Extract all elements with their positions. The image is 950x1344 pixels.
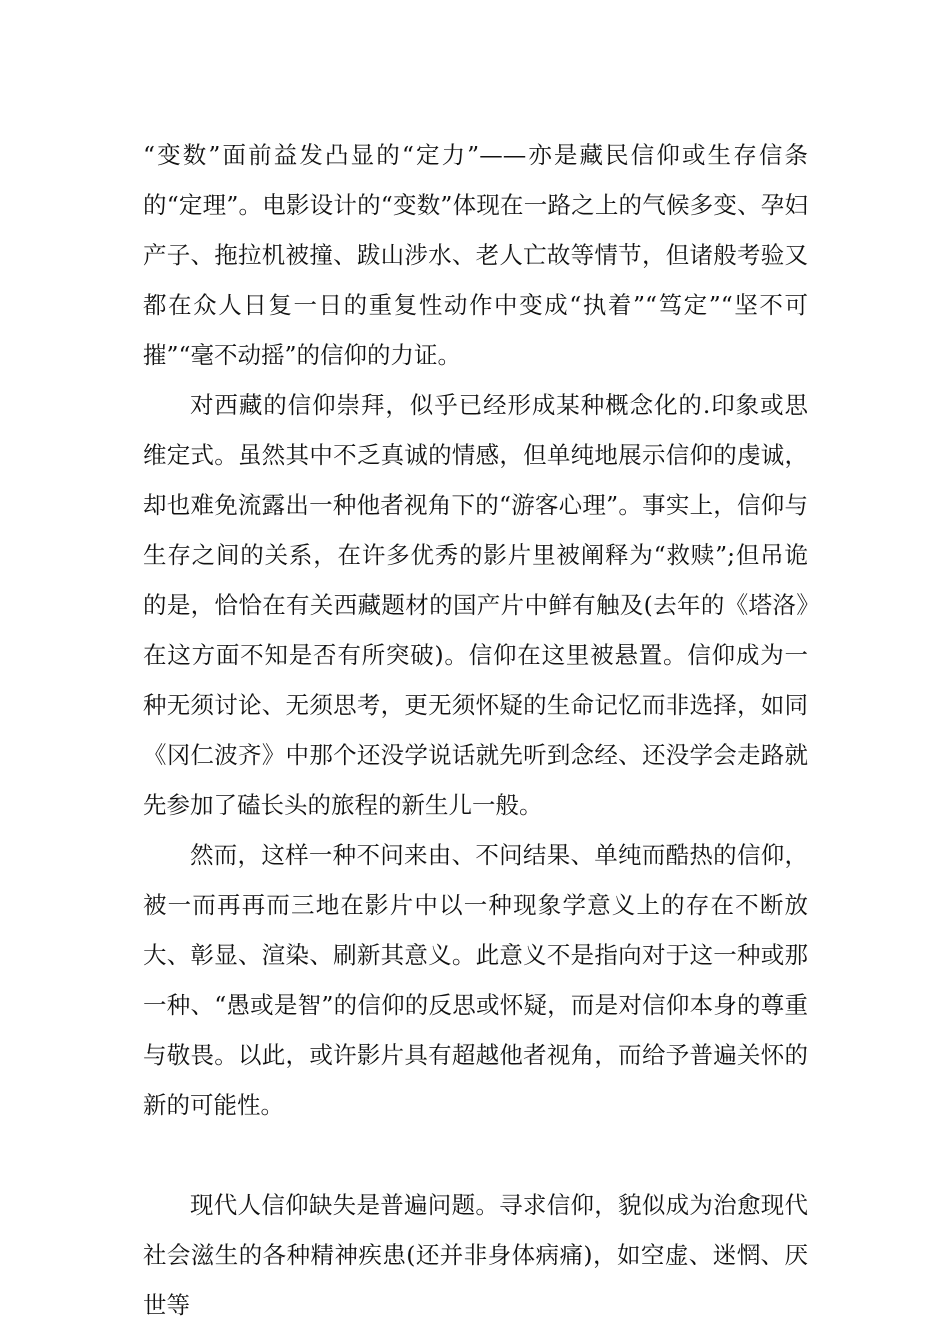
- paragraph-however: 然而，这样一种不问来由、不问结果、单纯而酷热的信仰，被一而再再而三地在影片中以一种现象学意义上的存在不断放大、彰显、渲染、刷新其意义。此意义不是指向对于这一种或那一种、“愚或是智”的信仰的反思或怀疑，而是对信仰本身的尊重与敬畏。以此，或许影片具有超越他者视角，而给予普遍关怀的新的可能性。: [143, 841, 808, 1119]
- paragraph-tibet-belief: 对西藏的信仰崇拜，似乎已经形成某种概念化的.印象或思维定式。虽然其中不乏真诚的情感，但单纯地展示信仰的虔诚，却也难免流露出一种他者视角下的“游客心理”。事实上，信仰与生存之间的关系，在许多优秀的影片里被阐释为“救赎”;但吊诡的是，恰恰在有关西藏题材的国产片中鲜有触及(去年的《塔洛》在这方面不知是否有所突破)。信仰在这里被悬置。信仰成为一种无须讨论、无须思考，更无须怀疑的生命记忆而非选择，如同《冈仁波齐》中那个还没学说话就先听到念经、还没学会走路就先参加了磕长头的旅程的新生儿一般。: [143, 391, 808, 819]
- paragraph-modern-people: 现代人信仰缺失是普遍问题。寻求信仰，貌似成为治愈现代社会滋生的各种精神疾患(还并非身体病痛)，如空虚、迷惘、厌世等: [143, 1191, 808, 1319]
- section-gap: [143, 1130, 808, 1180]
- paragraph-continuation: “变数”面前益发凸显的“定力”——亦是藏民信仰或生存信条的“定理”。电影设计的“变数”体现在一路之上的气候多变、孕妇产子、拖拉机被撞、跋山涉水、老人亡故等情节，但诸般考验又都在众人日复一日的重复性动作中变成“执着”“笃定”“坚不可摧”“毫不动摇”的信仰的力证。: [143, 141, 808, 369]
- article-body: [143, 130, 808, 1330]
